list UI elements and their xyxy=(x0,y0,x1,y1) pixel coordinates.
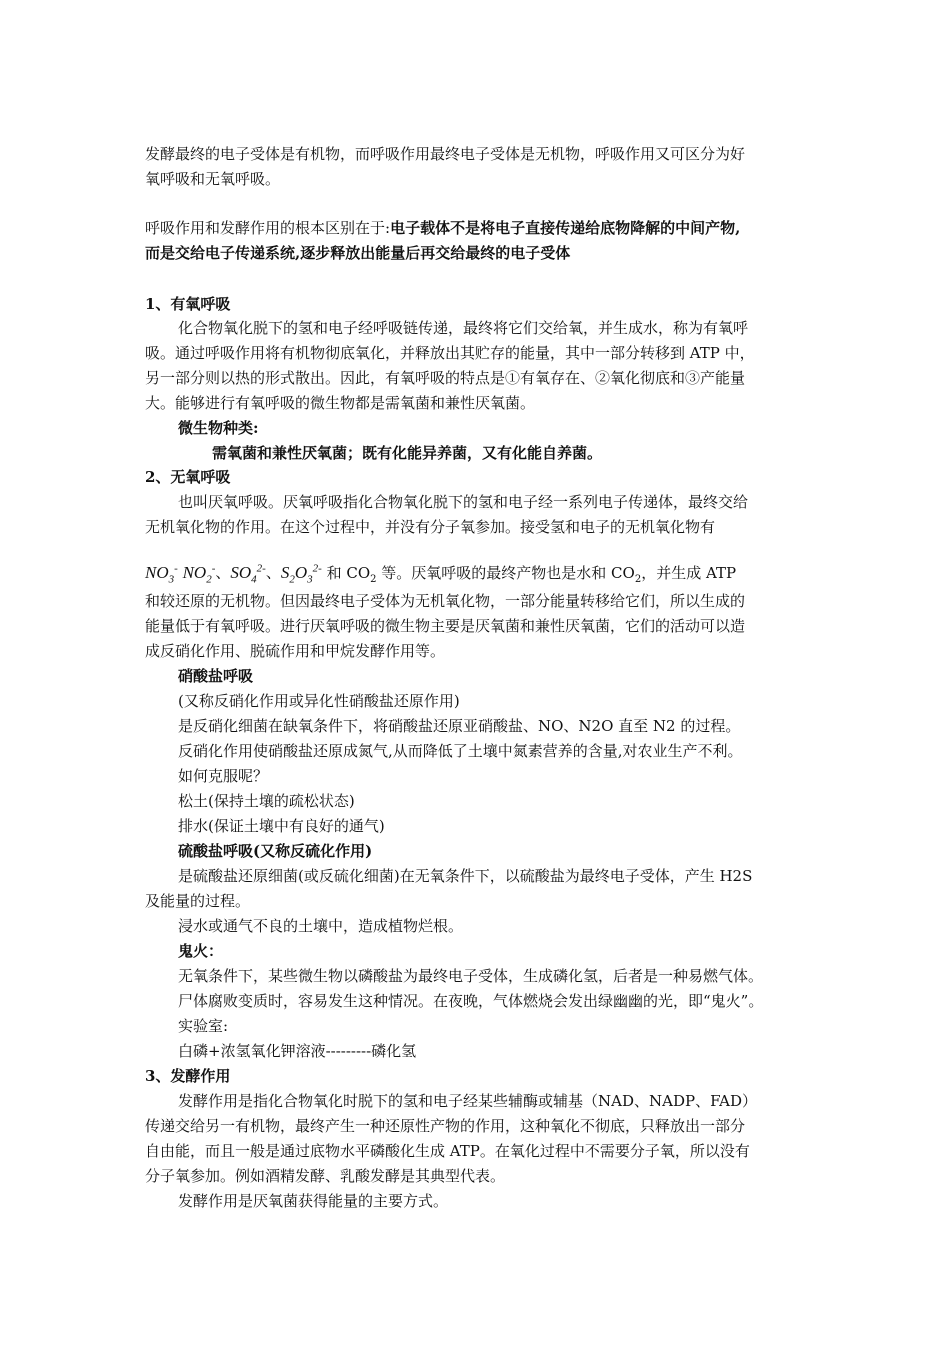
aerobic-line-2: 吸。通过呼吸作用将有机物彻底氧化，并释放出其贮存的能量，其中一部分转移到 ATP 中， xyxy=(145,344,755,362)
anaerobic-line-5: 能量低于有氧呼吸。进行厌氧呼吸的微生物主要是厌氧菌和兼性厌氧菌，它们的活动可以造 xyxy=(145,617,746,635)
difference-emphasis-1: 电子载体不是将电子直接传递给底物降解的中间产物, xyxy=(390,219,741,237)
intro-line-1: 发酵最终的电子受体是有机物，而呼吸作用最终电子受体是无机物，呼吸作用又可区分为好 xyxy=(145,145,746,163)
anaerobic-line-2: 无机氧化物的作用。在这个过程中，并没有分子氧参加。接受氢和电子的无机氧化物有 xyxy=(145,518,716,536)
species-text: 需氧菌和兼性厌氧菌；既有化能异养菌，又有化能自养菌。 xyxy=(212,444,603,462)
nitrate-question: 如何克服呢？ xyxy=(178,767,269,785)
sulfate-heading: 硫酸盐呼吸(又称反硫化作用) xyxy=(178,842,373,860)
nitrate-effect: 反硝化作用使硝酸盐还原成氮气,从而降低了土壤中氮素营养的含量,对农业生产不利。 xyxy=(178,742,743,760)
difference-line-1 xyxy=(145,216,740,240)
species-label: 微生物种类: xyxy=(178,419,259,437)
anaerobic-formula-line: $NO_3^-$ $NO_2^-$、$SO_4^{2-}$、$S_2O_3^{2-}$ 和 $CO_2$ 等。厌氧呼吸的最终产物也是水和 $CO_2$，并生成 ATP xyxy=(145,562,737,586)
aerobic-heading: 1、有氧呼吸 xyxy=(145,295,231,313)
fermentation-line-3: 自由能，而且一般是通过底物水平磷酸化生成 ATP。在氧化过程中不需要分子氧，所以没有 xyxy=(145,1142,750,1160)
aerobic-line-1: 化合物氧化脱下的氢和电子经呼吸链传递，最终将它们交给氧，并生成水，称为有氧呼 xyxy=(178,319,749,337)
difference-emphasis-2: 而是交给电子传递系统,逐步释放出能量后再交给最终的电子受体 xyxy=(145,244,571,262)
difference-text: 呼吸作用和发酵作用的根本区别在于: xyxy=(145,219,391,237)
anaerobic-line-1: 也叫厌氧呼吸。厌氧呼吸指化合物氧化脱下的氢和电子经一系列电子传递体，最终交给 xyxy=(178,493,749,511)
fermentation-line-4: 分子氧参加。例如酒精发酵、乳酸发酵是其典型代表。 xyxy=(145,1167,506,1185)
formula-no3: $NO_3^-$ xyxy=(145,562,178,586)
anaerobic-line-6: 成反硝化作用、脱硫作用和甲烷发酵作用等。 xyxy=(145,642,446,660)
formula-s2o3: $S_2O_3^{2-}$ xyxy=(280,562,322,586)
formula-no2: $NO_2^-$ xyxy=(182,562,216,586)
sulfate-line-2: 及能量的过程。 xyxy=(145,892,251,910)
ghostfire-line-3: 实验室: xyxy=(178,1017,229,1035)
fermentation-line-2: 传递交给另一有机物，最终产生一种还原性产物的作用，这种氧化不彻底，只释放出一部分 xyxy=(145,1117,746,1135)
ghostfire-line-1: 无氧条件下，某些微生物以磷酸盐为最终电子受体，生成磷化氢，后者是一种易燃气体。 xyxy=(178,967,764,985)
formula-so4: $SO_4^{2-}$ xyxy=(230,562,266,586)
nitrate-definition: 是反硝化细菌在缺氧条件下，将硝酸盐还原亚硝酸盐、NO、N2O 直至 N2 的过程。 xyxy=(178,717,741,735)
nitrate-heading: 硝酸盐呼吸 xyxy=(178,667,254,685)
fermentation-line-5: 发酵作用是厌氧菌获得能量的主要方式。 xyxy=(178,1192,449,1210)
nitrate-method-1: 松土(保持土壤的疏松状态) xyxy=(178,792,355,810)
ghostfire-heading: 鬼火： xyxy=(178,942,224,960)
nitrate-method-2: 排水(保证土壤中有良好的通气) xyxy=(178,817,385,835)
aerobic-line-3: 另一部分则以热的形式散出。因此，有氧呼吸的特点是①有氧存在、②氧化彻底和③产能量 xyxy=(145,369,746,387)
aerobic-line-4: 大。能够进行有氧呼吸的微生物都是需氧菌和兼性厌氧菌。 xyxy=(145,394,536,412)
anaerobic-heading: 2、无氧呼吸 xyxy=(145,468,231,486)
sulfate-line-3: 浸水或通气不良的土壤中，造成植物烂根。 xyxy=(178,917,464,935)
ghostfire-line-2: 尸体腐败变质时，容易发生这种情况。在夜晚，气体燃烧会发出绿幽幽的光，即“鬼火”。 xyxy=(178,992,764,1010)
sulfate-line-1: 是硫酸盐还原细菌(或反硫化细菌)在无氧条件下，以硫酸盐为最终电子受体，产生 H2S xyxy=(178,867,753,885)
formula-tail: 和 $CO_2$ 等。厌氧呼吸的最终产物也是水和 $CO_2$，并生成 ATP xyxy=(321,563,737,585)
ghostfire-line-4: 白磷+浓氢氧化钾溶液---------磷化氢 xyxy=(178,1042,417,1060)
fermentation-heading: 3、发酵作用 xyxy=(145,1067,231,1085)
intro-line-2: 氧呼吸和无氧呼吸。 xyxy=(145,170,281,188)
nitrate-alias: (又称反硝化作用或异化性硝酸盐还原作用) xyxy=(178,692,460,710)
fermentation-line-1: 发酵作用是指化合物氧化时脱下的氢和电子经某些辅酶或辅基（NAD、NADP、FAD） xyxy=(178,1092,758,1110)
anaerobic-line-4: 和较还原的无机物。但因最终电子受体为无机氧化物，一部分能量转移给它们，所以生成的 xyxy=(145,592,746,610)
